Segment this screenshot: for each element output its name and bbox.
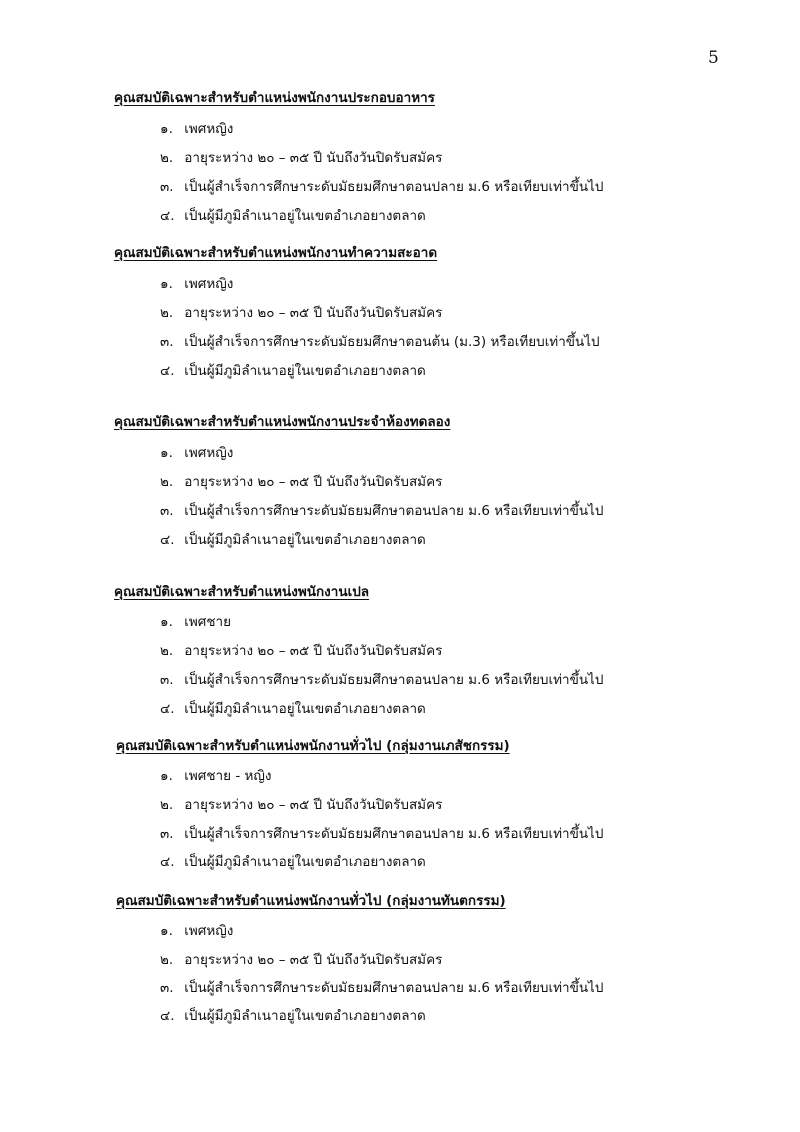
item-number: ๒. bbox=[160, 474, 174, 490]
section-heading: คุณสมบัติเฉพาะสำหรับตำแหน่งพนักงานทำความสะอาด bbox=[114, 245, 438, 261]
item-number: ๒. bbox=[160, 797, 174, 813]
item-number: ๑. bbox=[160, 768, 173, 784]
item-number: ๓. bbox=[160, 179, 174, 195]
list-item bbox=[160, 530, 426, 550]
item-number: ๔. bbox=[160, 363, 175, 379]
item-number: ๒. bbox=[160, 952, 174, 968]
item-number: ๓. bbox=[160, 980, 174, 996]
item-number: ๔. bbox=[160, 854, 175, 870]
list-item bbox=[160, 795, 442, 815]
item-text: เป็นผู้มีภูมิลำเนาอยู่ในเขตอำเภอยางตลาด bbox=[184, 208, 426, 224]
item-text: อายุระหว่าง ๒๐ – ๓๕ ปี นับถึงวันปิดรับสมัคร bbox=[184, 305, 443, 321]
list-item bbox=[160, 950, 442, 970]
list-item bbox=[160, 443, 233, 463]
item-text: เป็นผู้สำเร็จการศึกษาระดับมัธยมศึกษาตอนต้น (ม.3) หรือเทียบเท่าขึ้นไป bbox=[184, 334, 600, 350]
item-text: เพศหญิง bbox=[184, 445, 234, 461]
page-number: 5 bbox=[708, 48, 719, 68]
list-item bbox=[160, 699, 426, 719]
item-number: ๓. bbox=[160, 334, 174, 350]
list-item bbox=[160, 119, 233, 139]
list-item bbox=[160, 177, 603, 197]
item-number: ๔. bbox=[160, 1008, 175, 1024]
list-item bbox=[160, 824, 603, 844]
item-number: ๑. bbox=[160, 276, 173, 292]
item-number: ๓. bbox=[160, 826, 174, 842]
item-number: ๓. bbox=[160, 672, 174, 688]
item-text: เป็นผู้สำเร็จการศึกษาระดับมัธยมศึกษาตอนปลาย ม.6 หรือเทียบเท่าขึ้นไป bbox=[184, 980, 604, 996]
item-text: เป็นผู้สำเร็จการศึกษาระดับมัธยมศึกษาตอนปลาย ม.6 หรือเทียบเท่าขึ้นไป bbox=[184, 672, 604, 688]
item-text: เพศหญิง bbox=[184, 121, 234, 137]
item-text: เพศชาย bbox=[184, 614, 232, 630]
list-item bbox=[160, 852, 426, 872]
item-text: เพศชาย - หญิง bbox=[184, 768, 272, 784]
list-item bbox=[160, 766, 271, 786]
item-number: ๔. bbox=[160, 532, 175, 548]
list-item bbox=[160, 670, 603, 690]
item-text: เป็นผู้มีภูมิลำเนาอยู่ในเขตอำเภอยางตลาด bbox=[184, 532, 426, 548]
list-item bbox=[160, 361, 426, 381]
item-number: ๓. bbox=[160, 503, 174, 519]
section-heading: คุณสมบัติเฉพาะสำหรับตำแหน่งพนักงานทั่วไป (กลุ่มงานทันตกรรม) bbox=[116, 893, 506, 909]
item-text: เป็นผู้สำเร็จการศึกษาระดับมัธยมศึกษาตอนปลาย ม.6 หรือเทียบเท่าขึ้นไป bbox=[184, 503, 604, 519]
item-text: อายุระหว่าง ๒๐ – ๓๕ ปี นับถึงวันปิดรับสมัคร bbox=[184, 643, 443, 659]
list-item bbox=[160, 148, 442, 168]
list-item bbox=[160, 472, 442, 492]
section-heading: คุณสมบัติเฉพาะสำหรับตำแหน่งพนักงานประกอบอาหาร bbox=[114, 90, 435, 106]
item-number: ๔. bbox=[160, 701, 175, 717]
list-item bbox=[160, 206, 426, 226]
item-text: อายุระหว่าง ๒๐ – ๓๕ ปี นับถึงวันปิดรับสมัคร bbox=[184, 150, 443, 166]
item-text: เป็นผู้มีภูมิลำเนาอยู่ในเขตอำเภอยางตลาด bbox=[184, 1008, 426, 1024]
item-number: ๒. bbox=[160, 305, 174, 321]
item-number: ๑. bbox=[160, 121, 173, 137]
item-number: ๑. bbox=[160, 614, 173, 630]
item-number: ๔. bbox=[160, 208, 175, 224]
list-item bbox=[160, 1006, 426, 1026]
list-item bbox=[160, 641, 442, 661]
list-item bbox=[160, 612, 231, 632]
item-number: ๑. bbox=[160, 923, 173, 939]
list-item bbox=[160, 978, 603, 998]
item-text: อายุระหว่าง ๒๐ – ๓๕ ปี นับถึงวันปิดรับสมัคร bbox=[184, 474, 443, 490]
item-text: เป็นผู้มีภูมิลำเนาอยู่ในเขตอำเภอยางตลาด bbox=[184, 701, 426, 717]
item-number: ๒. bbox=[160, 150, 174, 166]
section-heading: คุณสมบัติเฉพาะสำหรับตำแหน่งพนักงานประจำห้องทดลอง bbox=[114, 414, 451, 430]
item-text: เพศหญิง bbox=[184, 276, 234, 292]
list-item bbox=[160, 501, 603, 521]
item-number: ๒. bbox=[160, 643, 174, 659]
section-heading: คุณสมบัติเฉพาะสำหรับตำแหน่งพนักงานเปล bbox=[114, 584, 370, 600]
item-text: เป็นผู้สำเร็จการศึกษาระดับมัธยมศึกษาตอนปลาย ม.6 หรือเทียบเท่าขึ้นไป bbox=[184, 826, 604, 842]
item-text: เป็นผู้มีภูมิลำเนาอยู่ในเขตอำเภอยางตลาด bbox=[184, 363, 426, 379]
item-text: เป็นผู้มีภูมิลำเนาอยู่ในเขตอำเภอยางตลาด bbox=[184, 854, 426, 870]
item-text: อายุระหว่าง ๒๐ – ๓๕ ปี นับถึงวันปิดรับสมัคร bbox=[184, 797, 443, 813]
list-item bbox=[160, 921, 233, 941]
list-item bbox=[160, 332, 600, 352]
section-heading: คุณสมบัติเฉพาะสำหรับตำแหน่งพนักงานทั่วไป (กลุ่มงานเภสัชกรรม) bbox=[116, 738, 510, 754]
list-item bbox=[160, 303, 442, 323]
item-text: เพศหญิง bbox=[184, 923, 234, 939]
list-item bbox=[160, 274, 233, 294]
item-text: เป็นผู้สำเร็จการศึกษาระดับมัธยมศึกษาตอนปลาย ม.6 หรือเทียบเท่าขึ้นไป bbox=[184, 179, 604, 195]
item-text: อายุระหว่าง ๒๐ – ๓๕ ปี นับถึงวันปิดรับสมัคร bbox=[184, 952, 443, 968]
item-number: ๑. bbox=[160, 445, 173, 461]
